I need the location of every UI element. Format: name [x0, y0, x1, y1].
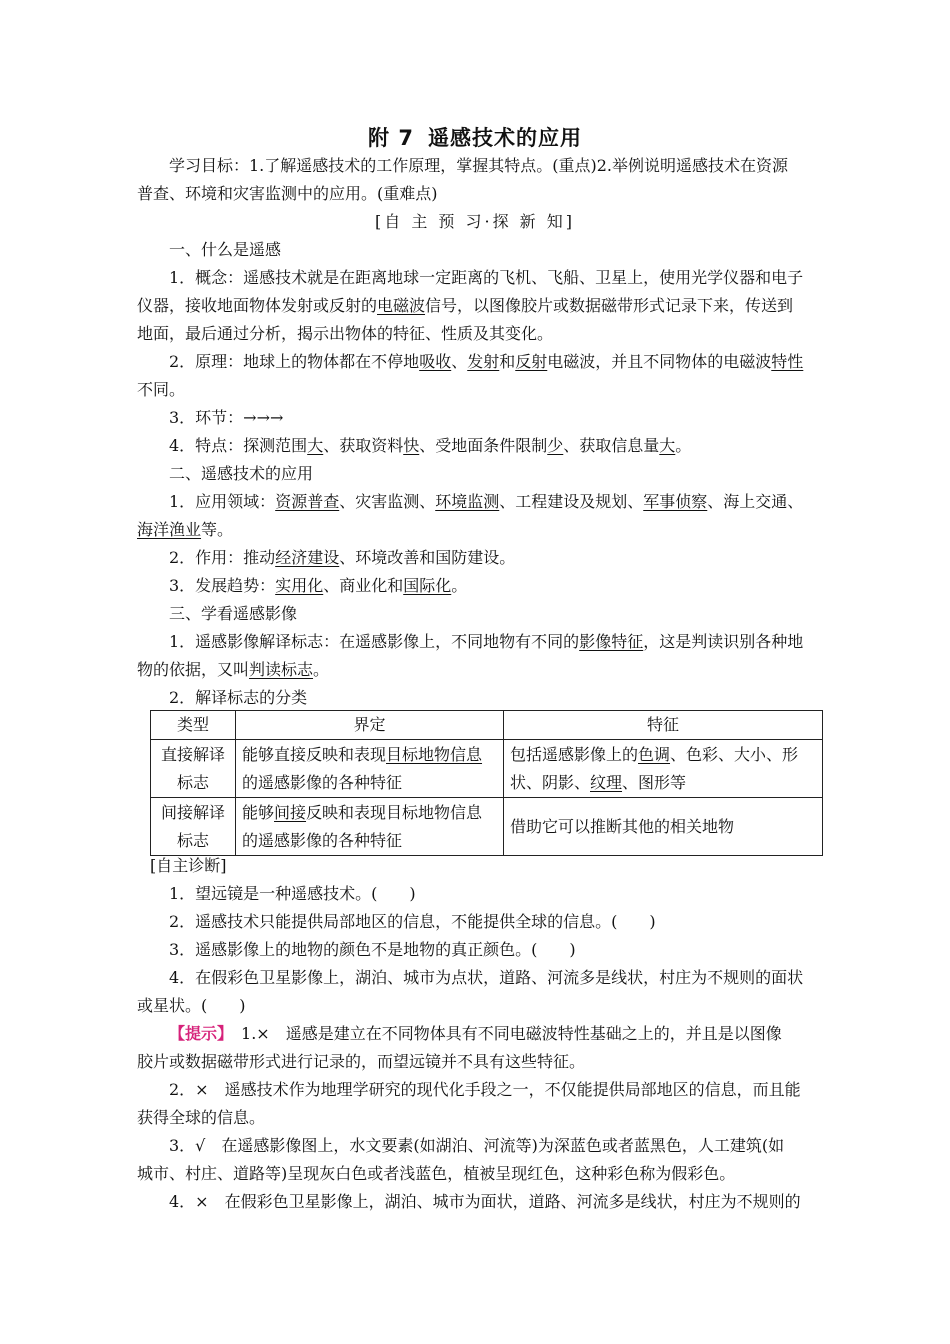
table-cell-feature: 借助它可以推断其他的相关地物 [504, 798, 823, 856]
fields-line-2: 海洋渔业等。 [137, 520, 234, 539]
table-cell-type: 间接解译标志 [151, 798, 236, 856]
diagnosis-question-2: 2．遥感技术只能提供局部地区的信息，不能提供全球的信息。( ) [169, 912, 656, 931]
table-header-row [151, 711, 823, 740]
hint-answer-3-line-1: 3．√ 在遥感影像图上，水文要素(如湖泊、河流等)为深蓝色或者蓝黑色，人工建筑(如 [169, 1136, 785, 1155]
marks-line-1: 1．遥感影像解译标志：在遥感影像上，不同地物有不同的影像特征，这是判读识别各种地 [169, 632, 804, 651]
hint-answer-1-line-2: 胶片或数据磁带形式进行记录的，而望远镜并不具有这些特征。 [137, 1052, 586, 1071]
features-line: 4．特点：探测范围大、获取资料快、受地面条件限制少、获取信息量大。 [169, 436, 692, 455]
concept-line-3: 地面，最后通过分析，揭示出物体的特征、性质及其变化。 [137, 324, 554, 343]
table-header-feature: 特征 [504, 711, 823, 740]
principle-line-2: 不同。 [137, 380, 186, 399]
hint-answer-2-line-2: 获得全球的信息。 [137, 1108, 266, 1127]
part1-heading: 一、什么是遥感 [169, 240, 282, 259]
hint-answer-3-line-2: 城市、村庄、道路等)呈现灰白色或者浅蓝色，植被呈现红色，这种彩色称为假彩色。 [137, 1164, 736, 1183]
table-row [151, 740, 823, 798]
table-header-type: 类型 [151, 711, 236, 740]
hint-answer-1-line-1: 【提示】 1.× 遥感是建立在不同物体具有不同电磁波特性基础之上的，并且是以图像 [169, 1024, 782, 1043]
diagnosis-question-1: 1．望远镜是一种遥感技术。( ) [169, 884, 416, 903]
table-header-definition: 界定 [236, 711, 504, 740]
learning-goals-line-2: 普查、环境和灾害监测中的应用。(重难点) [137, 184, 438, 203]
principle-line-1: 2．原理：地球上的物体都在不停地吸收、发射和反射电磁波，并且不同物体的电磁波特性 [169, 352, 804, 371]
table-cell-feature: 包括遥感影像上的色调、色彩、大小、形状、阴影、纹理、图形等 [504, 740, 823, 798]
section-banner: [自 主 预 习·探 新 知] [374, 212, 575, 231]
interpretation-marks-table [150, 710, 823, 856]
role-line: 2．作用：推动经济建设、环境改善和国防建设。 [169, 548, 516, 567]
learning-goals-line-1: 学习目标：1.了解遥感技术的工作原理，掌握其特点。(重点)2.举例说明遥感技术在资源 [169, 156, 789, 175]
marks-line-2: 物的依据，又叫判读标志。 [137, 660, 330, 679]
hint-answer-2-line-1: 2．× 遥感技术作为地理学研究的现代化手段之一，不仅能提供局部地区的信息，而且能 [169, 1080, 801, 1099]
diagnosis-question-3: 3．遥感影像上的地物的颜色不是地物的真正颜色。( ) [169, 940, 576, 959]
table-cell-definition: 能够间接反映和表现目标地物信息的遥感影像的各种特征 [236, 798, 504, 856]
part2-heading: 二、遥感技术的应用 [169, 464, 314, 483]
diagnosis-question-4-line-2: 或星状。( ) [137, 996, 246, 1015]
fields-line-1: 1．应用领域：资源普查、灾害监测、环境监测、工程建设及规划、军事侦察、海上交通、 [169, 492, 804, 511]
steps-line: 3．环节：→→→ [169, 408, 284, 427]
page-title: 附 7 遥感技术的应用 [368, 126, 582, 150]
table-row [151, 798, 823, 856]
trend-line: 3．发展趋势：实用化、商业化和国际化。 [169, 576, 468, 595]
diagnosis-heading: [自主诊断] [150, 856, 227, 875]
table-cell-definition: 能够直接反映和表现目标地物信息的遥感影像的各种特征 [236, 740, 504, 798]
classify-line: 2．解译标志的分类 [169, 688, 308, 707]
table-cell-type: 直接解译标志 [151, 740, 236, 798]
hint-answer-4-line-1: 4．× 在假彩色卫星影像上，湖泊、城市为面状，道路、河流多是线状，村庄为不规则的 [169, 1192, 801, 1211]
concept-line-2: 仪器，接收地面物体发射或反射的电磁波信号，以图像胶片或数据磁带形式记录下来，传送到 [137, 296, 794, 315]
diagnosis-question-4-line-1: 4．在假彩色卫星影像上，湖泊、城市为点状，道路、河流多是线状，村庄为不规则的面状 [169, 968, 804, 987]
part3-heading: 三、学看遥感影像 [169, 604, 298, 623]
hint-label: 【提示】 [169, 1024, 226, 1043]
concept-line-1: 1．概念：遥感技术就是在距离地球一定距离的飞机、飞船、卫星上，使用光学仪器和电子 [169, 268, 804, 287]
